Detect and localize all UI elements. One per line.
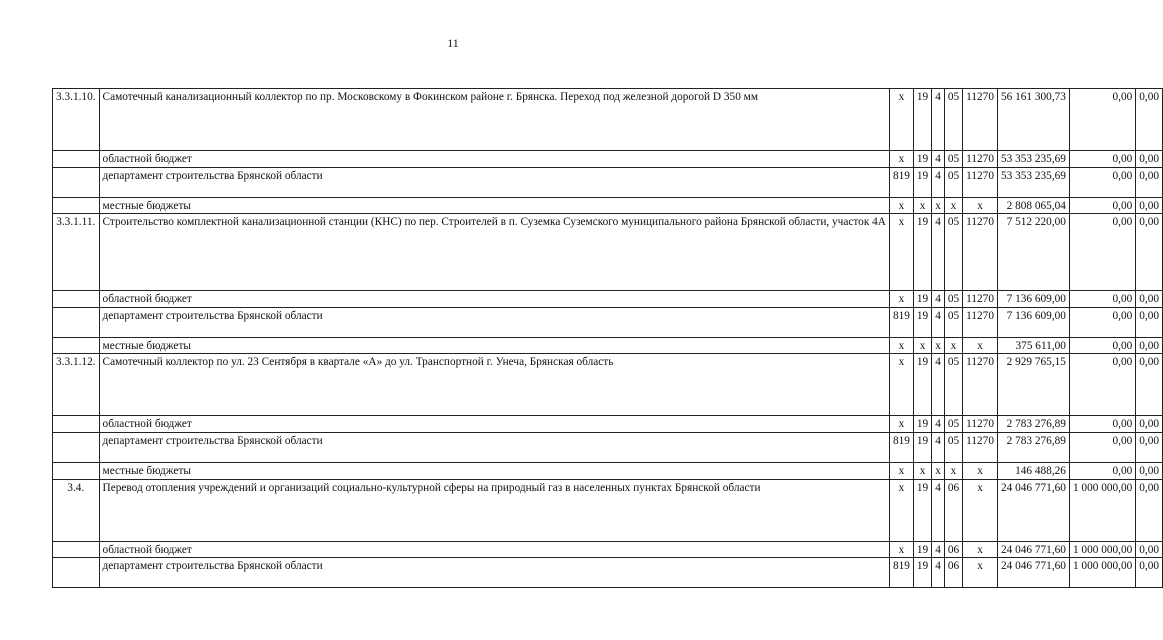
cell-amount-year-3: 0,00 <box>1136 151 1163 168</box>
cell-item-number <box>53 541 100 558</box>
cell-code-direction: х <box>963 541 998 558</box>
cell-code-program: 19 <box>913 167 931 197</box>
cell-amount-year-2: 1 000 000,00 <box>1069 479 1135 541</box>
cell-code-program: 19 <box>913 89 931 151</box>
cell-item-number <box>53 291 100 308</box>
cell-item-name: областной бюджет <box>99 291 889 308</box>
cell-amount-year-3: 0,00 <box>1136 462 1163 479</box>
cell-code-subprogram: 4 <box>932 291 945 308</box>
cell-code-event: 05 <box>944 167 962 197</box>
cell-code-subprogram: х <box>932 197 945 214</box>
cell-item-number <box>53 307 100 337</box>
cell-item-name: Перевод отопления учреждений и организаций социально-культурной сферы на природный газ в населенных пунктах Брянской области <box>99 479 889 541</box>
cell-amount-year-1: 2 808 065,04 <box>997 197 1069 214</box>
cell-code-program: х <box>913 337 931 354</box>
cell-amount-year-3: 0,00 <box>1136 89 1163 151</box>
cell-code-department: х <box>889 214 913 291</box>
cell-code-event: 05 <box>944 291 962 308</box>
cell-amount-year-1: 24 046 771,60 <box>997 541 1069 558</box>
cell-code-direction: х <box>963 462 998 479</box>
cell-amount-year-2: 0,00 <box>1069 462 1135 479</box>
cell-item-name: областной бюджет <box>99 541 889 558</box>
cell-item-number <box>53 167 100 197</box>
cell-amount-year-2: 0,00 <box>1069 291 1135 308</box>
cell-code-event: 05 <box>944 432 962 462</box>
cell-code-event: 05 <box>944 307 962 337</box>
cell-amount-year-3: 0,00 <box>1136 354 1163 416</box>
cell-code-program: 19 <box>913 307 931 337</box>
cell-code-event: 05 <box>944 416 962 433</box>
table-row <box>53 354 1163 416</box>
cell-amount-year-2: 0,00 <box>1069 167 1135 197</box>
table-row <box>53 214 1163 291</box>
cell-code-event: 05 <box>944 89 962 151</box>
cell-code-subprogram: 4 <box>932 214 945 291</box>
budget-table <box>52 88 1163 588</box>
cell-amount-year-3: 0,00 <box>1136 291 1163 308</box>
cell-code-direction: 11270 <box>963 416 998 433</box>
page-number: 11 <box>447 36 459 50</box>
table-row <box>53 432 1163 462</box>
table-row <box>53 462 1163 479</box>
cell-amount-year-2: 0,00 <box>1069 337 1135 354</box>
cell-code-event: х <box>944 197 962 214</box>
cell-code-subprogram: 4 <box>932 167 945 197</box>
cell-amount-year-3: 0,00 <box>1136 197 1163 214</box>
cell-amount-year-1: 24 046 771,60 <box>997 479 1069 541</box>
cell-item-name: департамент строительства Брянской области <box>99 307 889 337</box>
cell-code-direction: 11270 <box>963 432 998 462</box>
cell-code-direction: 11270 <box>963 307 998 337</box>
cell-code-subprogram: х <box>932 462 945 479</box>
cell-item-number <box>53 197 100 214</box>
cell-code-subprogram: 4 <box>932 432 945 462</box>
cell-amount-year-3: 0,00 <box>1136 416 1163 433</box>
cell-code-event: 06 <box>944 541 962 558</box>
cell-item-number: 3.3.1.10. <box>53 89 100 151</box>
cell-code-program: 19 <box>913 558 931 588</box>
cell-code-department: х <box>889 354 913 416</box>
cell-code-program: 19 <box>913 151 931 168</box>
cell-code-department: х <box>889 197 913 214</box>
cell-code-event: 06 <box>944 558 962 588</box>
cell-code-program: 19 <box>913 354 931 416</box>
cell-code-event: х <box>944 337 962 354</box>
cell-item-name: местные бюджеты <box>99 462 889 479</box>
cell-item-name: Строительство комплектной канализационной станции (КНС) по пер. Строителей в п. Суземка Суземского муниципального района Брянской области, участок 4А <box>99 214 889 291</box>
cell-code-subprogram: 4 <box>932 558 945 588</box>
cell-code-program: 19 <box>913 541 931 558</box>
cell-code-department: х <box>889 479 913 541</box>
table-row <box>53 291 1163 308</box>
cell-code-department: х <box>889 416 913 433</box>
cell-amount-year-3: 0,00 <box>1136 167 1163 197</box>
cell-code-program: 19 <box>913 416 931 433</box>
cell-code-department: х <box>889 291 913 308</box>
cell-amount-year-3: 0,00 <box>1136 214 1163 291</box>
cell-item-number <box>53 416 100 433</box>
cell-amount-year-2: 0,00 <box>1069 151 1135 168</box>
cell-item-name: Самотечный коллектор по ул. 23 Сентября в квартале «А» до ул. Транспортной г. Унеча, Брянская область <box>99 354 889 416</box>
cell-item-number: 3.3.1.12. <box>53 354 100 416</box>
table-row <box>53 337 1163 354</box>
cell-amount-year-3: 0,00 <box>1136 541 1163 558</box>
cell-amount-year-2: 1 000 000,00 <box>1069 558 1135 588</box>
cell-item-number <box>53 462 100 479</box>
cell-item-name: Самотечный канализационный коллектор по пр. Московскому в Фокинском районе г. Брянска. Переход под железной дорогой D 350 мм <box>99 89 889 151</box>
cell-amount-year-3: 0,00 <box>1136 307 1163 337</box>
table-row <box>53 479 1163 541</box>
cell-code-event: 06 <box>944 479 962 541</box>
cell-amount-year-1: 53 353 235,69 <box>997 167 1069 197</box>
cell-code-subprogram: 4 <box>932 307 945 337</box>
cell-amount-year-1: 2 783 276,89 <box>997 432 1069 462</box>
cell-code-direction: х <box>963 558 998 588</box>
cell-code-direction: 11270 <box>963 354 998 416</box>
cell-code-subprogram: 4 <box>932 151 945 168</box>
cell-code-department: 819 <box>889 167 913 197</box>
table-row <box>53 541 1163 558</box>
cell-code-subprogram: 4 <box>932 541 945 558</box>
cell-code-department: 819 <box>889 307 913 337</box>
cell-amount-year-2: 0,00 <box>1069 214 1135 291</box>
cell-item-number: 3.3.1.11. <box>53 214 100 291</box>
cell-item-name: департамент строительства Брянской области <box>99 167 889 197</box>
cell-code-event: 05 <box>944 354 962 416</box>
cell-code-event: х <box>944 462 962 479</box>
cell-code-subprogram: 4 <box>932 354 945 416</box>
cell-item-name: местные бюджеты <box>99 197 889 214</box>
cell-amount-year-2: 0,00 <box>1069 307 1135 337</box>
cell-code-direction: 11270 <box>963 89 998 151</box>
cell-code-department: х <box>889 151 913 168</box>
cell-item-number <box>53 151 100 168</box>
cell-amount-year-1: 2 929 765,15 <box>997 354 1069 416</box>
cell-code-subprogram: 4 <box>932 89 945 151</box>
cell-code-department: х <box>889 89 913 151</box>
cell-amount-year-3: 0,00 <box>1136 432 1163 462</box>
cell-item-name: областной бюджет <box>99 416 889 433</box>
cell-item-name: областной бюджет <box>99 151 889 168</box>
cell-amount-year-3: 0,00 <box>1136 558 1163 588</box>
cell-code-direction: 11270 <box>963 151 998 168</box>
cell-amount-year-2: 1 000 000,00 <box>1069 541 1135 558</box>
table-body <box>53 89 1163 588</box>
cell-code-direction: 11270 <box>963 291 998 308</box>
cell-code-subprogram: х <box>932 337 945 354</box>
cell-code-department: х <box>889 462 913 479</box>
table-row <box>53 167 1163 197</box>
cell-code-program: 19 <box>913 214 931 291</box>
cell-amount-year-2: 0,00 <box>1069 432 1135 462</box>
cell-code-program: 19 <box>913 291 931 308</box>
cell-amount-year-1: 7 512 220,00 <box>997 214 1069 291</box>
cell-code-program: х <box>913 197 931 214</box>
cell-amount-year-3: 0,00 <box>1136 337 1163 354</box>
cell-code-event: 05 <box>944 151 962 168</box>
table-row <box>53 89 1163 151</box>
cell-code-program: 19 <box>913 432 931 462</box>
cell-amount-year-1: 7 136 609,00 <box>997 307 1069 337</box>
cell-code-direction: х <box>963 479 998 541</box>
cell-code-department: 819 <box>889 432 913 462</box>
cell-amount-year-2: 0,00 <box>1069 89 1135 151</box>
cell-amount-year-1: 24 046 771,60 <box>997 558 1069 588</box>
cell-amount-year-1: 53 353 235,69 <box>997 151 1069 168</box>
cell-amount-year-3: 0,00 <box>1136 479 1163 541</box>
cell-code-direction: х <box>963 337 998 354</box>
cell-amount-year-1: 146 488,26 <box>997 462 1069 479</box>
cell-item-name: департамент строительства Брянской области <box>99 558 889 588</box>
cell-item-number <box>53 558 100 588</box>
cell-code-department: х <box>889 337 913 354</box>
cell-code-subprogram: 4 <box>932 479 945 541</box>
table-row <box>53 558 1163 588</box>
cell-amount-year-1: 56 161 300,73 <box>997 89 1069 151</box>
cell-item-number <box>53 337 100 354</box>
cell-code-department: х <box>889 541 913 558</box>
cell-amount-year-2: 0,00 <box>1069 197 1135 214</box>
table-row <box>53 416 1163 433</box>
cell-code-event: 05 <box>944 214 962 291</box>
cell-item-number: 3.4. <box>53 479 100 541</box>
cell-amount-year-2: 0,00 <box>1069 416 1135 433</box>
cell-code-direction: х <box>963 197 998 214</box>
cell-code-subprogram: 4 <box>932 416 945 433</box>
cell-code-program: х <box>913 462 931 479</box>
table-row <box>53 151 1163 168</box>
cell-item-name: местные бюджеты <box>99 337 889 354</box>
cell-item-number <box>53 432 100 462</box>
cell-code-direction: 11270 <box>963 167 998 197</box>
cell-code-direction: 11270 <box>963 214 998 291</box>
cell-amount-year-1: 2 783 276,89 <box>997 416 1069 433</box>
cell-amount-year-1: 7 136 609,00 <box>997 291 1069 308</box>
cell-code-program: 19 <box>913 479 931 541</box>
cell-item-name: департамент строительства Брянской области <box>99 432 889 462</box>
table-row <box>53 307 1163 337</box>
cell-amount-year-2: 0,00 <box>1069 354 1135 416</box>
cell-code-department: 819 <box>889 558 913 588</box>
table-row <box>53 197 1163 214</box>
cell-amount-year-1: 375 611,00 <box>997 337 1069 354</box>
